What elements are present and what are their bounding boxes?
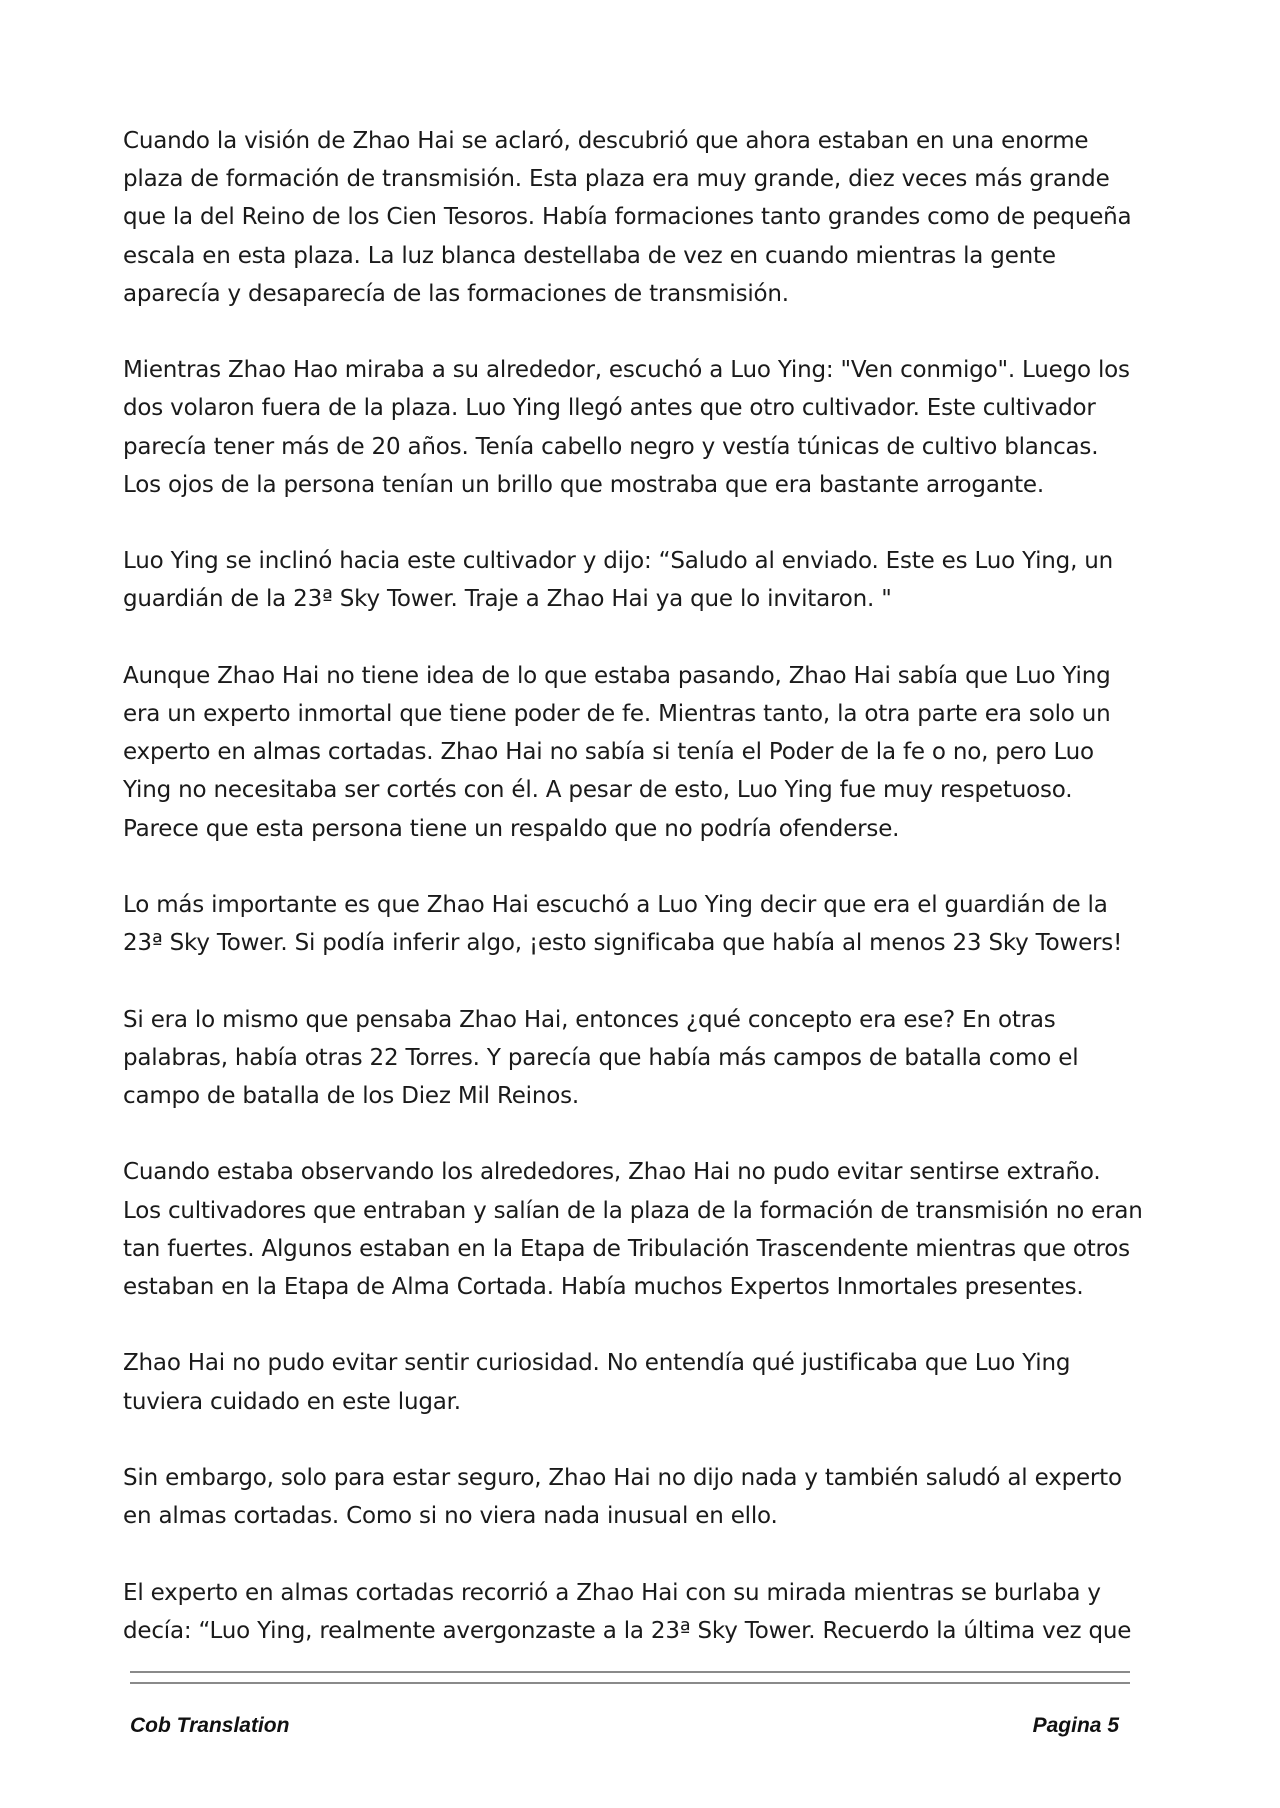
paragraph: Mientras Zhao Hao miraba a su alrededor, escuchó a Luo Ying: "Ven conmigo". Luego los dos volaron fuera de la plaza. Luo Ying llegó antes que otro cultivador. Este cultivador parecía tener más de 20 años. Tenía cabello negro y vestía túnicas de cultivo blancas. Los ojos de la persona tenían un brillo que mostraba que era bastante arrogante. bbox=[123, 357, 1130, 498]
footer-page-number: Pagina 5 bbox=[1032, 1714, 1119, 1737]
paragraph: Aunque Zhao Hai no tiene idea de lo que estaba pasando, Zhao Hai sabía que Luo Ying era un experto inmortal que tiene poder de fe. Mientras tanto, la otra parte era solo un experto en almas cortadas. Zhao Hai no sabía si tenía el Poder de la fe o no, pero Luo Ying no necesitaba ser cortés con él. A pesar de esto, Luo Ying fue muy respetuoso. Parece que esta persona tiene un respaldo que no podría ofenderse. bbox=[123, 662, 1111, 842]
footer-divider-top bbox=[130, 1671, 1130, 1673]
paragraph: Sin embargo, solo para estar seguro, Zhao Hai no dijo nada y también saludó al experto en almas cortadas. Como si no viera nada inusual en ello. bbox=[123, 1464, 1122, 1530]
paragraph: Zhao Hai no pudo evitar sentir curiosidad. No entendía qué justificaba que Luo Ying tuviera cuidado en este lugar. bbox=[123, 1350, 1071, 1415]
paragraph: Cuando estaba observando los alrededores, Zhao Hai no pudo evitar sentirse extraño. Los cultivadores que entraban y salían de la plaza de la formación de transmisión no eran tan fuertes. Algunos estaban en la Etapa de Tribulación Trascendente mientras que otros estaban en la Etapa de Alma Cortada. Había muchos Expertos Inmortales presentes. bbox=[123, 1159, 1143, 1300]
paragraph: Cuando la visión de Zhao Hai se aclaró, descubrió que ahora estaban en una enorme plaza de formación de transmisión. Esta plaza era muy grande, diez veces más grande que la del Reino de los Cien Tesoros. Había formaciones tanto grandes como de pequeña escala en esta plaza. La luz blanca destellaba de vez en cuando mientras la gente aparecía y desaparecía de las formaciones de transmisión. bbox=[123, 128, 1132, 307]
paragraph: Lo más importante es que Zhao Hai escuchó a Luo Ying decir que era el guardián de la 23ª Sky Tower. Si podía inferir algo, ¡esto significaba que había al menos 23 Sky Towers! bbox=[123, 892, 1123, 957]
paragraph: El experto en almas cortadas recorrió a Zhao Hai con su mirada mientras se burlaba y decía: “Luo Ying, realmente avergonzaste a la 23ª Sky Tower. Recuerdo la última vez que bbox=[123, 1579, 1132, 1644]
body-text bbox=[123, 122, 1143, 1688]
footer-divider-bottom bbox=[130, 1682, 1130, 1684]
paragraph: Luo Ying se inclinó hacia este cultivador y dijo: “Saludo al enviado. Este es Luo Ying, un guardián de la 23ª Sky Tower. Traje a Zhao Hai ya que lo invitaron. " bbox=[123, 548, 1114, 613]
paragraph: Si era lo mismo que pensaba Zhao Hai, entonces ¿qué concepto era ese? En otras palabras, había otras 22 Torres. Y parecía que había más campos de batalla como el campo de batalla de los Diez Mil Reinos. bbox=[123, 1006, 1079, 1109]
footer-translator-credit: Cob Translation bbox=[130, 1714, 290, 1737]
